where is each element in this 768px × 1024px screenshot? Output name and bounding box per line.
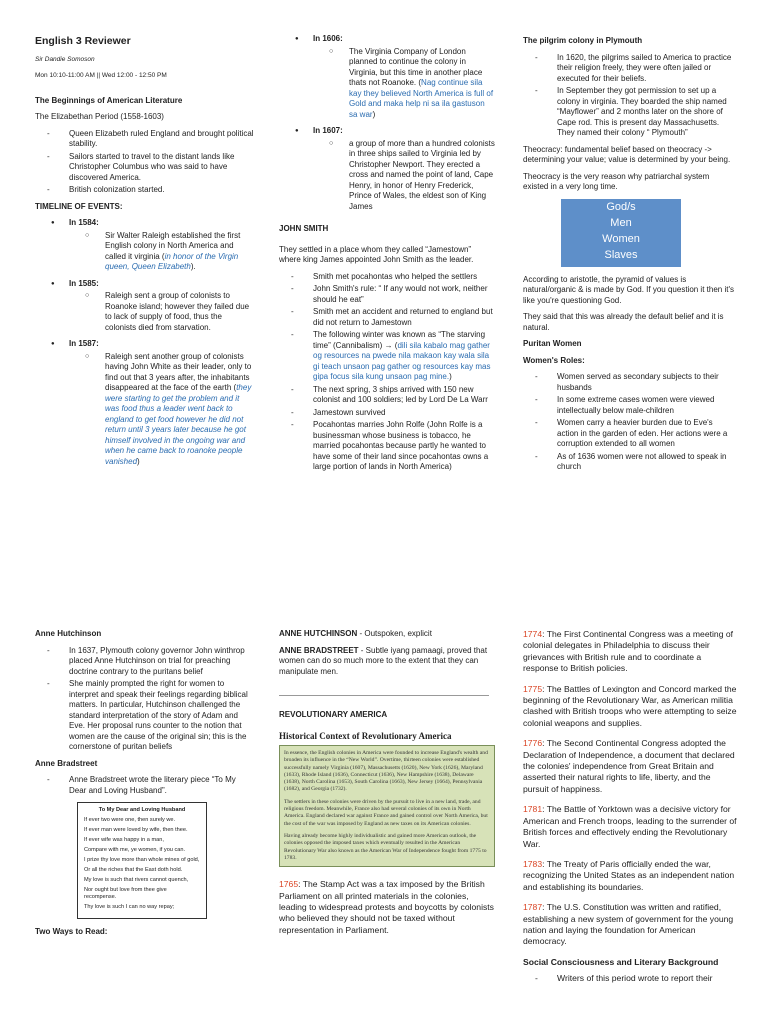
summary-label: ANNE HUTCHINSON [279, 629, 358, 638]
event-year: 1787 [523, 902, 543, 913]
poem-line: My love is such that rivers cannot quench, [84, 877, 189, 883]
page-title: English 3 Reviewer [35, 35, 131, 47]
pyramid-level: God/s [606, 200, 636, 213]
timeline-item [35, 339, 255, 467]
theocracy-def: Theocracy: fundamental belief based on theocracy -> determining your value; value is determined by your being. [523, 144, 731, 164]
event-year: 1783 [523, 858, 543, 869]
list-item: - As of 1636 women were not allowed to speak in church [523, 452, 735, 473]
event-year: 1765 [279, 879, 299, 890]
detail-text: The following winter was known as “The starving time” (Cannibalism) → ( [313, 330, 486, 350]
list-item: - Writers of this period wrote to report their [523, 973, 737, 984]
pilgrim-heading: The pilgrim colony in Plymouth [523, 36, 643, 45]
event-text: : The Second Continental Congress adopted the Declaration of Independence, a document that declared the colonies' independence from Great Britain and asserted their natural rights to life, liberty, and the pursuit of happiness. [523, 738, 735, 794]
schedule: Mon 10:10-11:00 AM || Wed 12:00 - 12:50 PM [35, 72, 167, 79]
detail-text: Sir Walter Raleigh established the first English colony in North America and called it virginia ( [105, 230, 241, 261]
list-item: - In September they got permission to set up a colony in virginia. They boarded the ship named “Mayflower” and 2 months later on the shore of Cape rod. This is present day Massachusetts. They named their colony “ Plymouth” [523, 86, 735, 139]
event-1776 [523, 738, 737, 795]
event-text: : The Stamp Act was a tax imposed by the British Parliament on all printed materials in the colonies, leading to widespread protests and boycotts by colonists who believed they should not be taxed without representation in Parliament. [279, 879, 494, 935]
author: Sir Dandie Somoson [35, 55, 95, 63]
timeline-item [279, 34, 495, 120]
list-item: - In some extreme cases women were viewed intellectually below male-children [523, 395, 735, 416]
puritan-women-heading: Puritan Women [523, 339, 582, 348]
list-item: - Smith met an accident and returned to england but did not return to Jamestown [279, 307, 495, 328]
event-1787 [523, 902, 737, 948]
event-1774 [523, 629, 737, 675]
social-list [523, 973, 737, 984]
timeline-year: In 1587: [69, 339, 99, 348]
poem-line: If ever wife was happy in a man, [84, 837, 164, 843]
poem-line: Or all the riches that the East doth hold. [84, 867, 183, 873]
event-text: : The Battle of Yorktown was a decisive victory for American and French troops, leading to the surrender of British forces and effectively ending the Revolutionary War. [523, 804, 737, 849]
hutchinson-summary [279, 629, 495, 640]
list-item: - Smith met pocahontas who helped the settlers [279, 272, 495, 283]
bradstreet-list [35, 775, 255, 796]
historical-context-heading: Historical Context of Revolutionary America [279, 730, 452, 741]
timeline-item [35, 279, 255, 334]
timeline-detail: ○ Raleigh sent a group of colonists to Roanoke island; however they failed due to lack of supply of food, thus the colonists died from starvation. [69, 291, 255, 333]
col-top-left [35, 36, 255, 473]
summary-label: ANNE BRADSTREET [279, 645, 359, 655]
detail-end: ). [190, 262, 196, 271]
hutchinson-list [35, 646, 255, 753]
list-item [279, 330, 495, 383]
list-item: - Queen Elizabeth ruled England and brought political stability. [35, 129, 255, 150]
event-year: 1774 [523, 629, 543, 639]
event-year: 1775 [523, 683, 543, 694]
detail-text: Raleigh sent another group of colonists having John White as their leader, only to find out that 3 years after, the inhabitants disappeared at the face of the earth ( [105, 351, 252, 392]
timeline-detail [313, 47, 495, 121]
context-paragraph: In essence, the English colonies in America were founded to increase England's wealth and broaden its influence in the “New World”. Overtime, thirteen colonies were established successfully namely Virginia (1607), Massachusetts (1620), New York (1626), Maryland (1633), Rhode Island (1636), Connecticut (1636), New Hampshire (1638), Delaware (1638), North Carolina (1653), South Carolina (1663), New Jersey (1664), Pennsylvania (1682), and Georgia (1732). [284, 750, 488, 793]
col-top-middle [279, 34, 495, 479]
elizabethan-list [35, 129, 255, 196]
note-text: Nag continue sila kay they believed North America is full of Gold and maka help ni sa ila gastuson sa war [349, 78, 494, 119]
historical-context-box [279, 745, 495, 867]
pyramid-level: Slaves [604, 248, 638, 261]
poem-line: Thy love is such I can no way repay; [84, 904, 175, 910]
bradstreet-heading: Anne Bradstreet [35, 758, 98, 768]
list-item: - British colonization started. [35, 185, 255, 196]
poem-line: Compare with me, ye women, if you can. [84, 847, 186, 853]
list-item: - In 1620, the pilgrims sailed to America to practice their religion freely, they were often jailed or executed for their beliefs. [523, 53, 735, 85]
poem-line: If ever man were loved by wife, then thee. [84, 827, 188, 833]
poem-excerpt [77, 802, 207, 919]
timeline-heading: TIMELINE OF EVENTS: [35, 201, 123, 211]
section-divider [279, 695, 489, 696]
event-year: 1776 [523, 738, 543, 749]
summary-text: - Outspoken, explicit [357, 629, 432, 638]
poem-line: I prize thy love more than whole mines of gold, [84, 857, 200, 863]
col-bottom-middle [279, 629, 495, 945]
womens-roles-list [523, 372, 735, 473]
list-item: - Women carry a heavier burden due to Eve's action in the garden of eden. Her actions were a corruption extended to all women [523, 418, 735, 450]
col-top-right [523, 36, 735, 479]
pyramid-level: Men [610, 216, 632, 229]
list-item: - The next spring, 3 ships arrived with 150 new colonist and 100 soldiers; led by Lord De La Warr [279, 385, 495, 406]
list-item: - Women served as secondary subjects to their husbands [523, 372, 735, 393]
col-bottom-left [35, 629, 255, 944]
event-text: : The First Continental Congress was a meeting of colonial delegates in Philadelphia to discuss their grievances with British rule and to coordinate a response to British policies. [523, 629, 734, 674]
stamp-act [279, 879, 495, 936]
pilgrim-list [523, 53, 735, 139]
event-text: : The Treaty of Paris officially ended the war, recognizing the United States as an independent nation and establishing its boundaries. [523, 858, 735, 892]
list-item: - Jamestown survived [279, 408, 495, 419]
list-item: - Sailors started to travel to the distant lands like Christopher Columbus who was said to have discovered America. [35, 152, 255, 184]
event-year: 1781 [523, 804, 543, 815]
list-item: - Pocahontas marries John Rolfe (John Rolfe is a businessman whose business is tobacco, he married pocahontas because partly he wanted to have some of their land since pocahontas owns a large portion of lands in North America) [279, 420, 495, 473]
timeline-year: In 1585: [69, 278, 99, 288]
col-bottom-right [523, 629, 737, 990]
timeline-detail [69, 231, 255, 273]
event-1781 [523, 804, 737, 850]
revolutionary-heading: REVOLUTIONARY AMERICA [279, 710, 388, 719]
event-1783 [523, 859, 737, 893]
timeline-year: In 1606: [313, 34, 343, 43]
poem-title: To My Dear and Loving Husband [98, 807, 186, 813]
social-heading: Social Consciousness and Literary Background [523, 956, 719, 967]
john-smith-list [279, 272, 495, 473]
timeline-year: In 1607: [313, 126, 343, 135]
bradstreet-summary [279, 646, 495, 678]
pyramid-of-values [561, 199, 681, 267]
note-text: in honor of the Virgin queen, Queen Elizabeth [105, 251, 239, 271]
timeline-detail: ○ a group of more than a hundred colonists in three ships sailed to Virginia led by Christopher Newport. They erected a cross and named the point of land, Cape Henry, in honor of Henry Frederick, Prince of Wales, the eldest son of King James [313, 139, 495, 213]
poem-line: If ever two were one, then surely we. [84, 817, 176, 823]
list-item: - John Smith's rule: “ If any would not work, neither should he eat” [279, 284, 495, 305]
default-belief: They said that this was already the default belief and it is natural. [523, 312, 724, 332]
timeline-list [35, 218, 255, 467]
context-paragraph: Having already become highly individualistic and gained more American outlook, the colonies opposed the imposed taxes which eventually resulted in the American Revolutionary War also known as the American War of Independence fought from 1775 to 1783. [284, 832, 487, 861]
list-item: - She mainly prompted the right for women to interpret and speak their feelings regarding biblical matters. In particular, Hutchinson challenged the standard interpretation of the story of Adam and Eve. Her proposal runs counter to the notion that women are the cause of the original sin; this is the cornerstone of puritan beliefs [35, 679, 255, 753]
beginnings-heading: The Beginnings of American Literature [35, 95, 183, 105]
list-item: - In 1637, Plymouth colony governor John winthrop placed Anne Hutchinson on trial for preaching doctrine contrary to the puritans belief [35, 646, 255, 678]
poem-line: Nor ought but love from thee give recompense. [84, 887, 167, 900]
john-smith-heading: JOHN SMITH [279, 224, 329, 233]
pyramid-level: Women [602, 232, 640, 245]
hutchinson-heading: Anne Hutchinson [35, 629, 102, 638]
detail-end: ) [372, 109, 376, 119]
event-1775 [523, 684, 737, 730]
aristotle-note: According to aristotle, the pyramid of values is natural/organic & is made by God. If you question it then it's like you're questioning God. [523, 274, 734, 305]
context-paragraph: The settlers in these colonies were driven by the pursuit to live in a new land, trade, and religious freedom. Meanwhile, France also had several colonies of its own in North America. England declared war against France and gained control over North America, but the cost of the war was imposed by England as new taxes on its American colonies. [284, 798, 488, 827]
event-text: : The U.S. Constitution was written and ratified, establishing a new system of government for the young nation and laying the foundation for American democracy. [523, 902, 734, 947]
theocracy-note: Theocracy is the very reason why patriarchal system existed in a very long time. [523, 171, 710, 191]
list-item: - Anne Bradstreet wrote the literary piece “To My Dear and Loving Husband”. [35, 775, 255, 796]
timeline-detail [69, 352, 255, 468]
detail-text: The Virginia Company of London planned to continue the colony in Virginia, but this time in another place thats not Roanoke. ( [349, 46, 483, 87]
note-text: dili sila kabalo mag gather og resources na pwede nila makaon kay wala sila gi teach unsaon pag gather og resources kay mas gipa focus sila kung unsaon pag mine. [313, 340, 491, 381]
detail-end: ) [137, 456, 140, 466]
john-smith-intro: They settled in a place whom they called “Jamestown” where king James appointed John Smith as the leader. [279, 244, 474, 264]
womens-roles-heading: Women's Roles: [523, 355, 585, 365]
timeline-list-2 [279, 34, 495, 212]
elizabethan-period: The Elizabethan Period (1558-1603) [35, 112, 164, 121]
note-text: they were starting to get the problem and it was food thus a leader went back to england to get food however he did not return until 3 years later because he got himself involved in the ongoing war and when he came back to roanoke people vanished [105, 383, 252, 466]
summary-text: - Subtle iyang pamaagi, proved that women can do so much more to the extent that they can manipulate men. [279, 645, 488, 676]
timeline-item [35, 218, 255, 273]
event-text: : The Battles of Lexington and Concord marked the beginning of the Revolutionary War, as American militia clashed with British troops who were attempting to seize colonial weapons and supplies. [523, 683, 737, 728]
timeline-item [279, 126, 495, 212]
timeline-year: In 1584: [69, 218, 99, 227]
detail-end: ) [449, 372, 452, 381]
two-ways-heading: Two Ways to Read: [35, 927, 108, 936]
